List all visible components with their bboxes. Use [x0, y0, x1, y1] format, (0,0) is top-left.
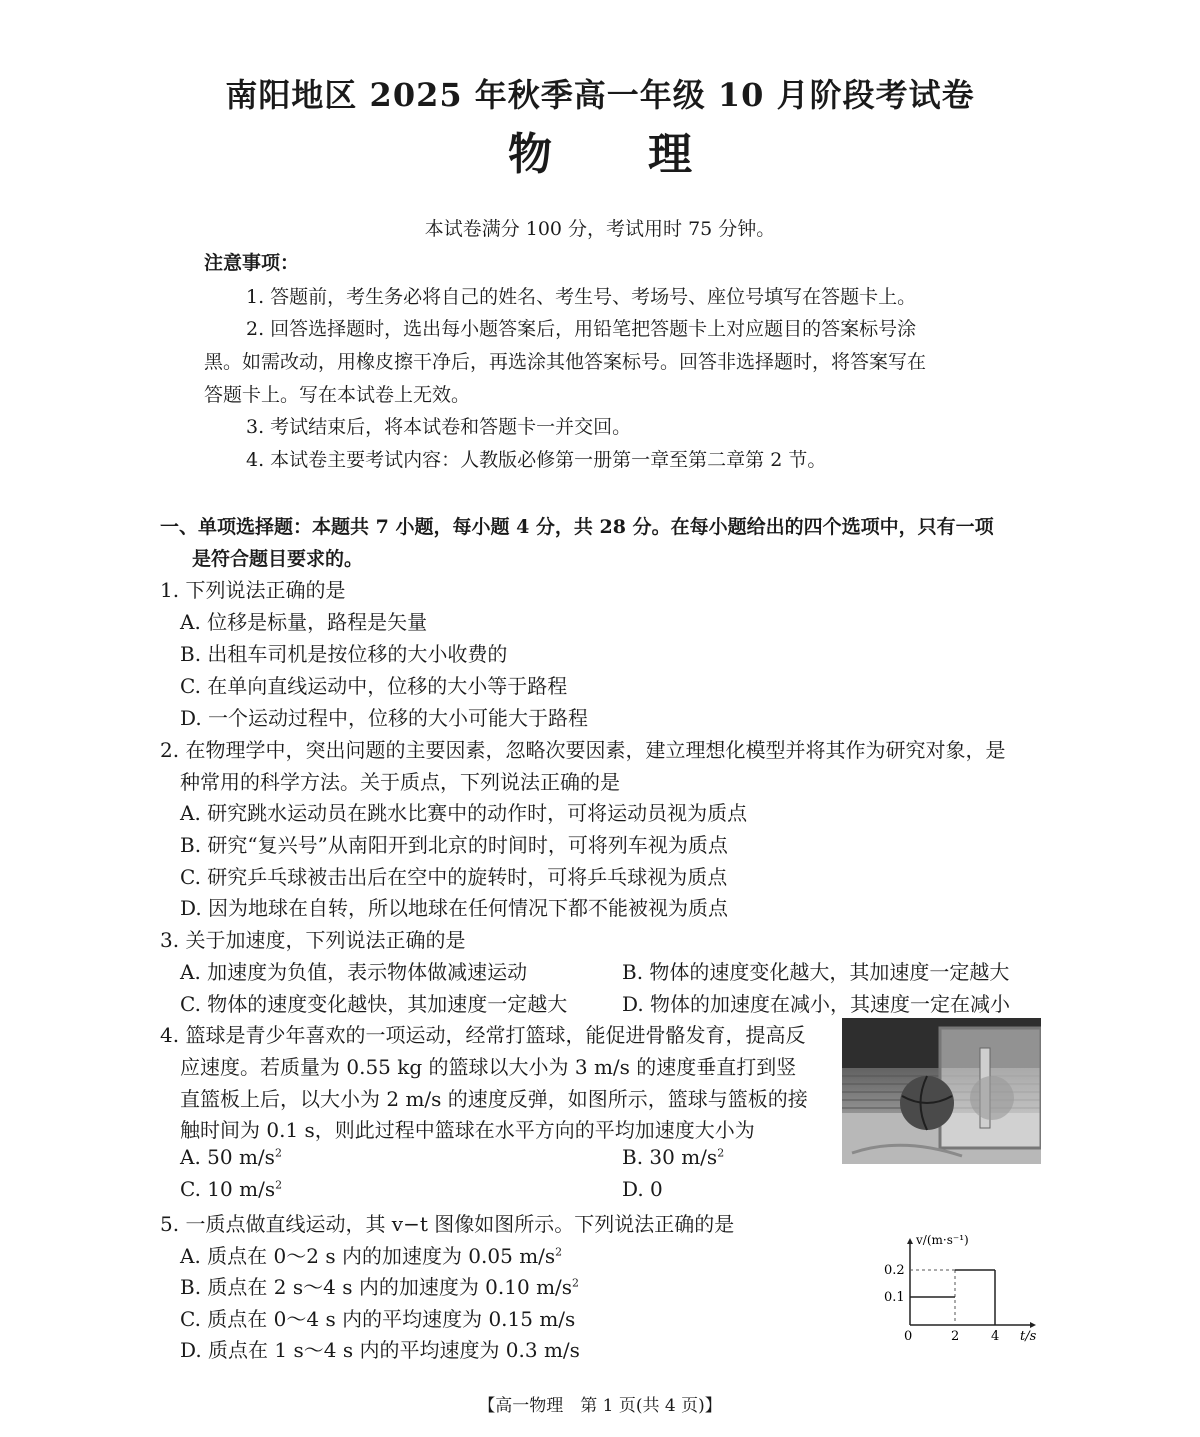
note-item: 黑。如需改动，用橡皮擦干净后，再选涂其他答案标号。回答非选择题时，将答案写在: [204, 351, 927, 373]
note-item: 3. 考试结束后，将本试卷和答题卡一并交回。: [246, 416, 632, 438]
q2-option-a: A. 研究跳水运动员在跳水比赛中的动作时，可将运动员视为质点: [180, 801, 748, 825]
question-4-stem-cont: 应速度。若质量为 0.55 kg 的篮球以大小为 3 m/s 的速度垂直打到竖: [180, 1055, 797, 1079]
q4-option-d: D. 0: [622, 1177, 663, 1201]
note-item: 答题卡上。写在本试卷上无效。: [204, 384, 471, 406]
notes-heading: 注意事项：: [204, 252, 300, 274]
question-4-stem: 4. 篮球是青少年喜欢的一项运动，经常打篮球，能促进骨骼发育，提高反: [160, 1023, 806, 1047]
section-heading-cont: 是符合题目要求的。: [192, 548, 364, 570]
question-4-stem-cont: 触时间为 0.1 s，则此过程中篮球在水平方向的平均加速度大小为: [180, 1118, 755, 1142]
q1-option-d: D. 一个运动过程中，位移的大小可能大于路程: [180, 706, 589, 730]
question-2-stem: 2. 在物理学中，突出问题的主要因素，忽略次要因素，建立理想化模型并将其作为研究对象，是: [160, 738, 1006, 762]
exam-title: 南阳地区 2025 年秋季高一年级 10 月阶段考试卷: [225, 76, 975, 114]
question-1-stem: 1. 下列说法正确的是: [160, 578, 346, 602]
vt-graph: [880, 1230, 1050, 1345]
basketball-photo: [842, 1018, 1041, 1164]
x-tick: 4: [991, 1329, 1000, 1344]
question-3-stem: 3. 关于加速度，下列说法正确的是: [160, 928, 466, 952]
y-tick: 0.1: [884, 1290, 905, 1305]
y-tick: 0.2: [884, 1263, 905, 1278]
x-tick: 0: [904, 1329, 913, 1344]
note-item: 2. 回答选择题时，选出每小题答案后，用铅笔把答题卡上对应题目的答案标号涂: [246, 318, 917, 340]
question-5-stem: 5. 一质点做直线运动，其 v−t 图像如图所示。下列说法正确的是: [160, 1212, 735, 1236]
q3-option-b: B. 物体的速度变化越大，其加速度一定越大: [622, 960, 1010, 984]
y-axis-label: v/(m·s⁻¹): [916, 1233, 969, 1247]
q1-option-c: C. 在单向直线运动中，位移的大小等于路程: [180, 674, 568, 698]
x-tick: 2: [951, 1329, 960, 1344]
q4-option-c: C. 10 $m/s^2$: [180, 1177, 283, 1201]
q4-option-a: A. 50 $m/s^2$: [180, 1145, 282, 1169]
q4-option-b: B. 30 $m/s^2$: [622, 1145, 725, 1169]
q5-option-c: C. 质点在 0～4 s 内的平均速度为 0.15 m/s: [180, 1307, 576, 1331]
x-axis-arrow: [1030, 1322, 1036, 1328]
score-info: 本试卷满分 100 分，考试用时 75 分钟。: [424, 218, 776, 240]
q3-option-d: D. 物体的加速度在减小，其速度一定在减小: [622, 992, 1011, 1016]
q1-option-b: B. 出租车司机是按位移的大小收费的: [180, 642, 508, 666]
q2-option-b: B. 研究“复兴号”从南阳开到北京的时间时，可将列车视为质点: [180, 833, 728, 857]
note-item: 4. 本试卷主要考试内容：人教版必修第一册第一章至第二章第 2 节。: [246, 449, 827, 471]
x-axis-label: t/s: [1020, 1329, 1037, 1344]
page-footer: 【高一物理 第 1 页(共 4 页)】: [478, 1396, 722, 1416]
y-axis-arrow: [907, 1238, 913, 1244]
basketball-illustration: [842, 1018, 1041, 1164]
q3-option-c: C. 物体的速度变化越快，其加速度一定越大: [180, 992, 568, 1016]
q2-option-d: D. 因为地球在自转，所以地球在任何情况下都不能被视为质点: [180, 896, 729, 920]
question-2-stem-cont: 种常用的科学方法。关于质点，下列说法正确的是: [180, 770, 620, 794]
q3-option-a: A. 加速度为负值，表示物体做减速运动: [180, 960, 528, 984]
q5-option-d: D. 质点在 1 s～4 s 内的平均速度为 0.3 m/s: [180, 1338, 580, 1362]
q1-option-a: A. 位移是标量，路程是矢量: [180, 610, 428, 634]
q5-option-b: B. 质点在 2 s～4 s 内的加速度为 0.10 $m/s^2$: [180, 1275, 580, 1299]
q2-option-c: C. 研究乒乓球被击出后在空中的旋转时，可将乒乓球视为质点: [180, 865, 728, 889]
section-heading: 一、单项选择题：本题共 7 小题，每小题 4 分，共 28 分。在每小题给出的四个选项中，只有一项: [160, 516, 994, 538]
subject-title: 物理: [508, 129, 788, 180]
note-item: 1. 答题前，考生务必将自己的姓名、考生号、考场号、座位号填写在答题卡上。: [246, 286, 917, 308]
q5-option-a: A. 质点在 0～2 s 内的加速度为 0.05 $m/s^2$: [180, 1244, 563, 1268]
question-4-stem-cont: 直篮板上后，以大小为 2 m/s 的速度反弹，如图所示，篮球与篮板的接: [180, 1087, 808, 1111]
